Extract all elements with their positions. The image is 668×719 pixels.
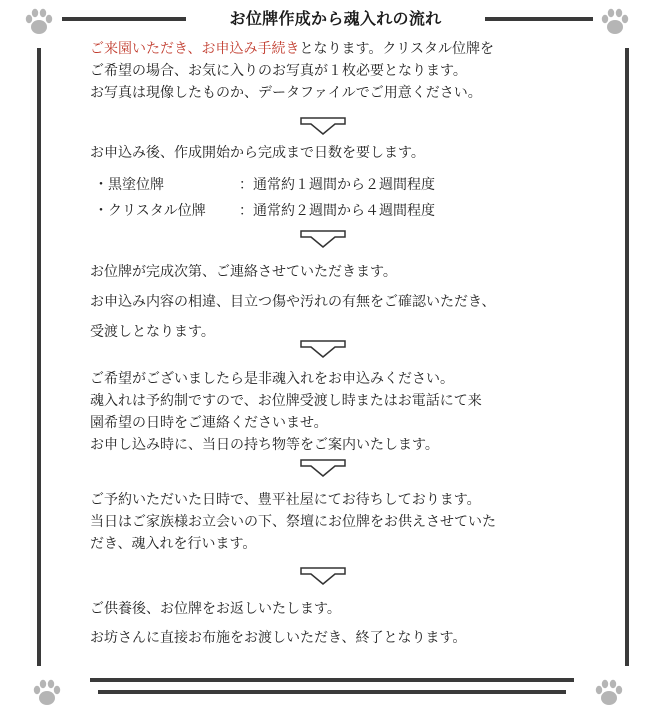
frame-right-line — [625, 48, 629, 666]
down-arrow-icon — [298, 567, 348, 585]
item-name: ・クリスタル位牌 — [94, 203, 206, 219]
paw-print-icon — [592, 676, 626, 710]
frame-left-line — [37, 48, 41, 666]
frame-bottom-line-inner — [98, 690, 566, 694]
step-6-block — [90, 596, 590, 654]
step-1-line-1-rest: となります。クリスタル位牌を — [299, 41, 495, 57]
paw-print-icon — [598, 5, 632, 39]
step-4-block — [90, 368, 590, 456]
step-4-line: 園希望の日時をご連絡くださいませ。 — [90, 415, 328, 431]
list-item — [90, 172, 590, 198]
step-2-block — [90, 142, 590, 224]
step-5-line: ご予約いただいた日時で、豊平社屋にてお待ちしております。 — [90, 492, 481, 508]
step-6-line: ご供養後、お位牌をお返しいたします。 — [90, 601, 341, 617]
list-item — [90, 198, 590, 224]
frame-bottom-line — [90, 678, 574, 682]
step-1-line-3: お写真は現像したものか、データファイルでご用意ください。 — [90, 85, 482, 101]
paw-print-icon — [22, 5, 56, 39]
step-6-line: お坊さんに直接お布施をお渡しいただき、終了となります。 — [90, 630, 467, 646]
down-arrow-icon — [298, 459, 348, 477]
page-title: お位牌作成から魂入れの流れ — [229, 9, 442, 28]
step-3-block — [90, 259, 590, 349]
frame-top-left-line — [62, 17, 186, 21]
item-period: ：通常約２週間から４週間程度 — [239, 203, 435, 219]
step-2-intro: お申込み後、作成開始から完成まで日数を要します。 — [90, 145, 425, 161]
step-4-line: お申し込み時に、当日の持ち物等をご案内いたします。 — [90, 437, 439, 453]
step-5-line: だき、魂入れを行います。 — [90, 536, 257, 552]
highlight-text: ご来園いただき、お申込み手続き — [90, 41, 300, 57]
step-3-line: お申込み内容の相違、目立つ傷や汚れの有無をご確認いただき、 — [90, 294, 496, 310]
step-1-block — [90, 38, 590, 104]
down-arrow-icon — [298, 230, 348, 248]
step-5-line: 当日はご家族様お立会いの下、祭壇にお位牌をお供えさせていた — [90, 514, 496, 530]
step-1-line-1 — [90, 38, 590, 60]
step-3-line: 受渡しとなります。 — [90, 324, 215, 340]
step-4-line: ご希望がございましたら是非魂入れをお申込みください。 — [90, 371, 454, 387]
frame-top-right-line — [485, 17, 593, 21]
down-arrow-icon — [298, 340, 348, 358]
step-5-block — [90, 489, 590, 555]
item-name: ・黒塗位牌 — [94, 177, 164, 193]
item-period: ：通常約１週間から２週間程度 — [239, 177, 435, 193]
step-1-line-2: ご希望の場合、お気に入りのお写真が１枚必要となります。 — [90, 63, 467, 79]
step-3-line: お位牌が完成次第、ご連絡させていただきます。 — [90, 264, 397, 280]
step-4-line: 魂入れは予約制ですので、お位牌受渡し時またはお電話にて来 — [90, 393, 482, 409]
paw-print-icon — [30, 676, 64, 710]
down-arrow-icon — [298, 117, 348, 135]
